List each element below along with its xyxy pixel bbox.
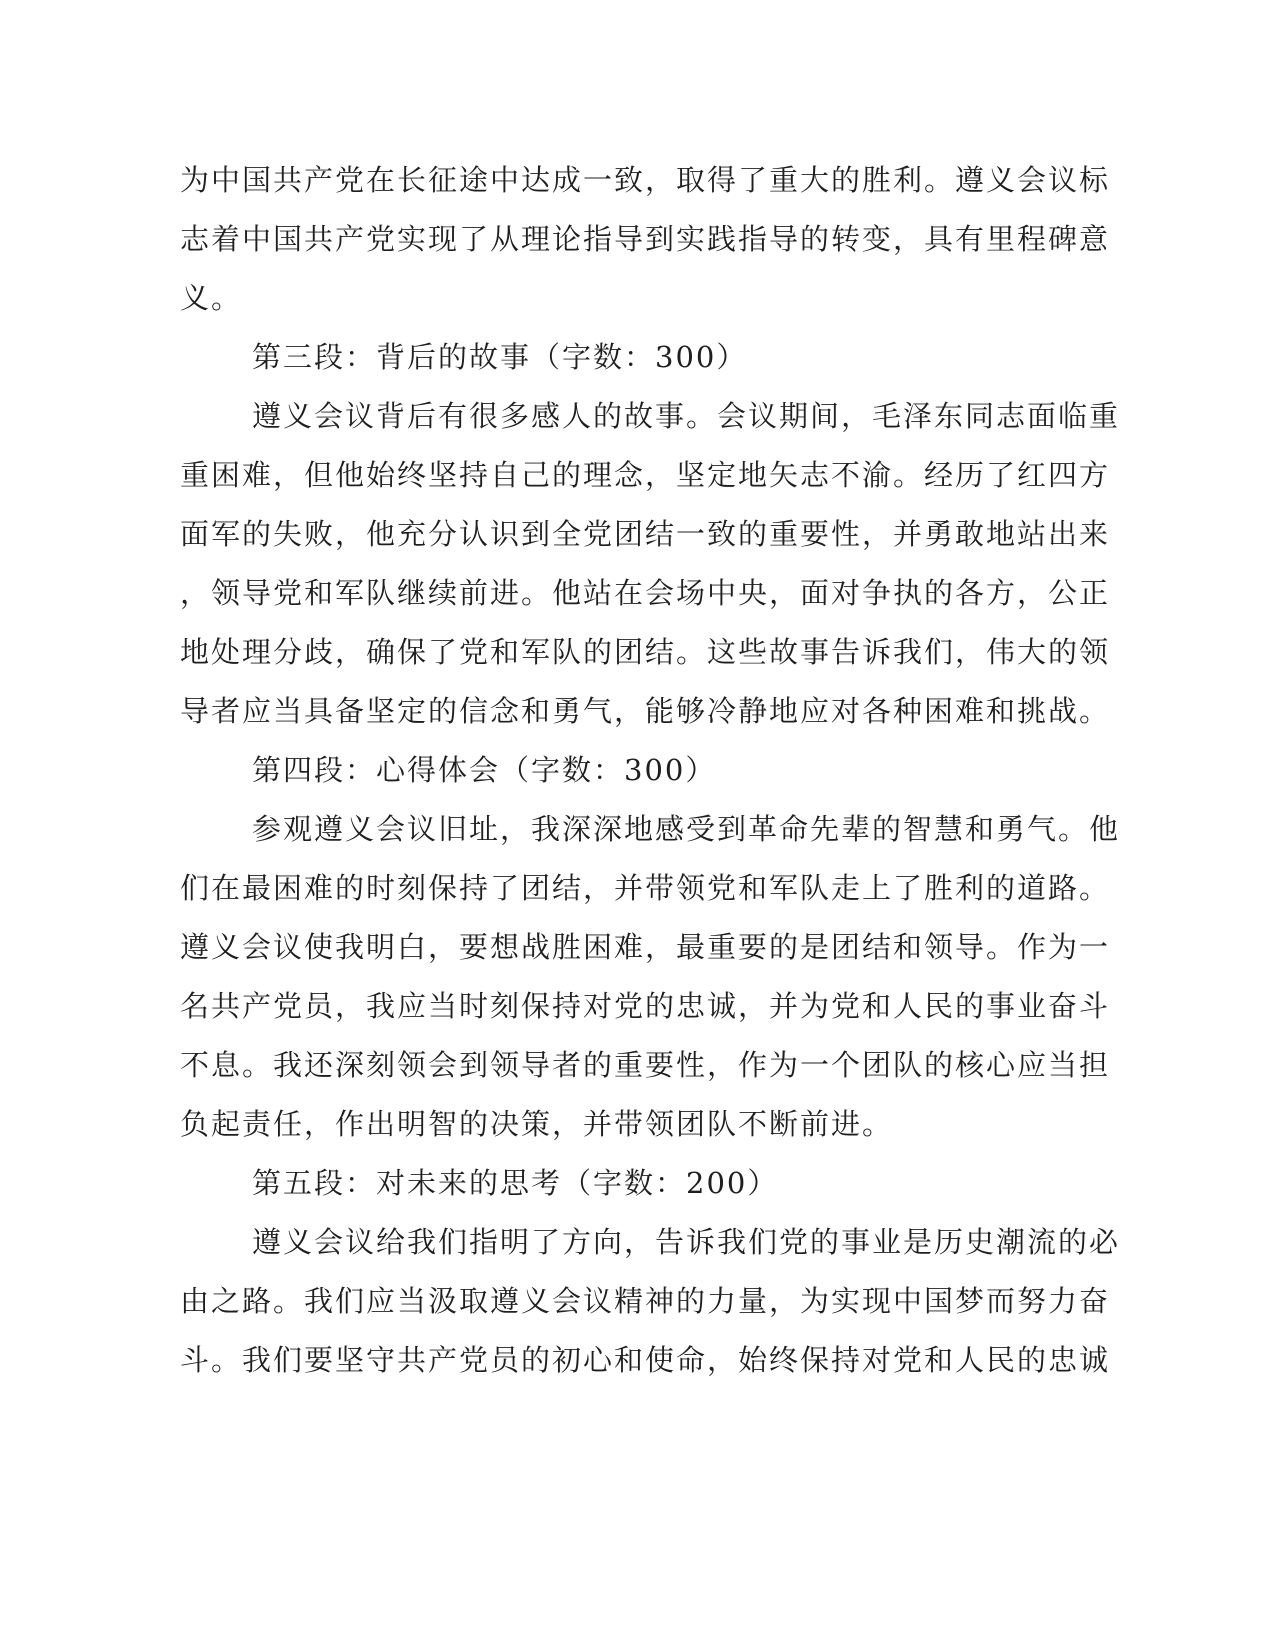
paragraph-line: 遵义会议背后有很多感人的故事。会议期间，毛泽东同志面临重 (252, 399, 1121, 433)
paragraph-line: 们在最困难的时刻保持了团结，并带领党和军队走上了胜利的道路。 (180, 871, 1111, 905)
paragraph-line: 面军的失败，他充分认识到全党团结一致的重要性，并勇敢地站出来 (180, 517, 1111, 551)
paragraph-line: 志着中国共产党实现了从理论指导到实践指导的转变，具有里程碑意 (180, 222, 1111, 256)
paragraph-line: 负起责任，作出明智的决策，并带领团队不断前进。 (180, 1107, 894, 1141)
paragraph-line: 地处理分歧，确保了党和军队的团结。这些故事告诉我们，伟大的领 (180, 635, 1111, 669)
paragraph-line: 为中国共产党在长征途中达成一致，取得了重大的胜利。遵义会议标 (180, 163, 1111, 197)
paragraph-line: 重困难，但他始终坚持自己的理念，坚定地矢志不渝。经历了红四方 (180, 458, 1111, 492)
paragraph-line: 导者应当具备坚定的信念和勇气，能够冷静地应对各种困难和挑战。 (180, 694, 1111, 728)
paragraph-line: 不息。我还深刻领会到领导者的重要性，作为一个团队的核心应当担 (180, 1048, 1111, 1082)
section-heading-4: 第四段：心得体会（字数：300） (252, 753, 717, 787)
paragraph-line: 名共产党员，我应当时刻保持对党的忠诚，并为党和人民的事业奋斗 (180, 989, 1111, 1023)
paragraph-line: 遵义会议使我明白，要想战胜困难，最重要的是团结和领导。作为一 (180, 930, 1111, 964)
paragraph-line: ，领导党和军队继续前进。他站在会场中央，面对争执的各方，公正 (180, 576, 1111, 610)
section-heading-3: 第三段：背后的故事（字数：300） (252, 340, 748, 374)
paragraph-line: 义。 (180, 281, 243, 315)
paragraph-line: 斗。我们要坚守共产党员的初心和使命，始终保持对党和人民的忠诚 (180, 1343, 1111, 1377)
paragraph-line: 由之路。我们应当汲取遵义会议精神的力量，为实现中国梦而努力奋 (180, 1284, 1111, 1318)
section-heading-5: 第五段：对未来的思考（字数：200） (252, 1166, 779, 1200)
paragraph-line: 遵义会议给我们指明了方向，告诉我们党的事业是历史潮流的必 (252, 1225, 1121, 1259)
paragraph-line: 参观遵义会议旧址，我深深地感受到革命先辈的智慧和勇气。他 (252, 812, 1121, 846)
